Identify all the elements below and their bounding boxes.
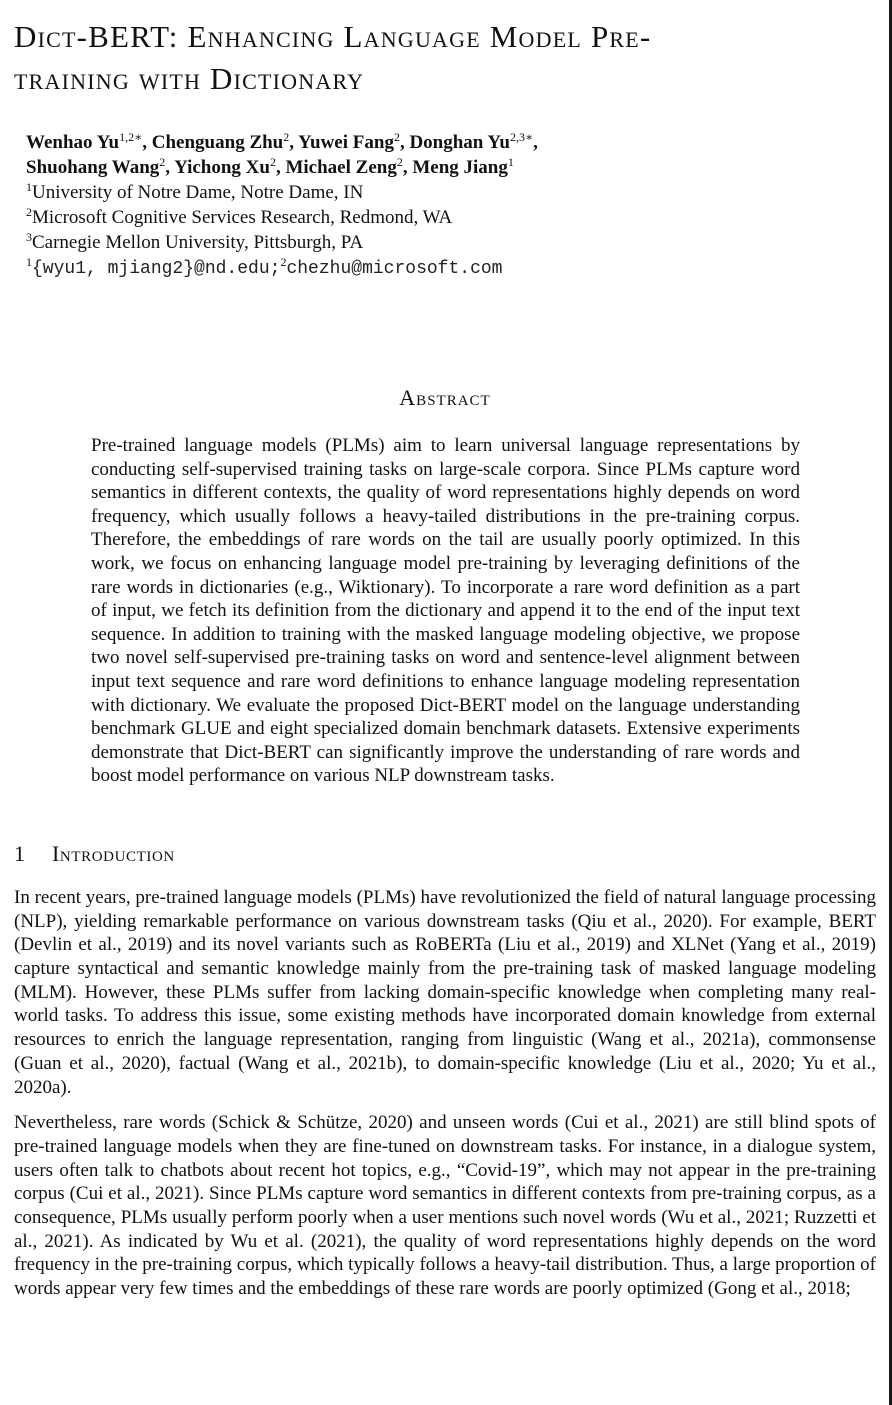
affiliation-text: Carnegie Mellon University, Pittsburgh, PA — [32, 232, 364, 253]
section-title: Introduction — [52, 840, 175, 866]
section-heading — [14, 840, 876, 868]
affiliation — [26, 230, 876, 255]
author-sup: 1,2∗ — [119, 130, 143, 144]
email-sup: 1 — [26, 255, 32, 269]
author-sup: 2 — [159, 155, 166, 169]
author-list-line-2: Shuohang Wang$^2$, Yichong Xu$^2$, Michael Zeng$^2$, Meng Jiang$^1$ — [26, 155, 514, 178]
author-sup: 2 — [269, 155, 276, 169]
affiliation — [26, 205, 876, 230]
email-address: chezhu@microsoft.com — [286, 259, 503, 279]
author-name: Meng Jiang — [412, 157, 508, 178]
author-sup: 2 — [393, 130, 400, 144]
affiliation — [26, 180, 876, 205]
author-name: Yichong Xu — [174, 157, 270, 178]
title-line-2: training with Dictionary — [14, 61, 365, 96]
author-sup: 1 — [507, 155, 514, 169]
author-block — [14, 130, 876, 282]
author-name: Wenhao Yu — [26, 132, 120, 153]
body-paragraph: In recent years, pre-trained language models (PLMs) have revolutionized the field of natural language processing (NLP), yielding remarkable performance on various downstream tasks (Qiu et al., 2020). For example, BERT (Devlin et al., 2019) and its novel variants such as RoBERTa (Liu et al., 2019) and XLNet (Yang et al., 2019) capture syntactical and semantic knowledge mainly from the pre-training task of masked language modeling (MLM). However, these PLMs suffer from lacking domain-specific knowledge when completing many real-world tasks. To address this issue, some existing methods have incorporated domain knowledge from external resources to enrich the language representation, ranging from linguistic (Wang et al., 2021a), commonsense (Guan et al., 2020), factual (Wang et al., 2021b), to domain-specific knowledge (Liu et al., 2020; Yu et al., 2020a). — [14, 886, 876, 1098]
author-name: Michael Zeng — [285, 157, 397, 178]
author-name: Shuohang Wang — [26, 157, 160, 178]
affiliation-sup: 3 — [26, 230, 32, 244]
paper-page — [14, 8, 876, 1301]
author-sup: 2,3∗ — [509, 130, 534, 144]
affiliation-sup: 1 — [26, 180, 32, 194]
email-address: {wyu1, mjiang2}@nd.edu; — [32, 259, 281, 279]
author-name: Donghan Yu — [409, 132, 510, 153]
body-paragraph: Nevertheless, rare words (Schick & Schütze, 2020) and unseen words (Cui et al., 2021) are still blind spots of pre-trained language models when they are fine-tuned on downstream tasks. For instance, in a dialogue system, users often talk to chatbots about recent hot topics, e.g., “Covid-19”, which may not appear in the pre-training corpus (Cui et al., 2021). Since PLMs capture word semantics in different contexts from pre-training corpus, as a consequence, PLMs usually perform poorly when a user mentions such novel words (Wu et al., 2021; Ruzzetti et al., 2021). As indicated by Wu et al. (2021), the quality of word representations highly depends on the word frequency in the pre-training corpus, which typically follows a heavy-tail distribution. Thus, a large proportion of words appear very few times and the embeddings of these rare words are poorly optimized (Gong et al., 2018; — [14, 1112, 876, 1300]
abstract-text: Pre-trained language models (PLMs) aim to learn universal language representations by conducting self-supervised training tasks on large-scale corpora. Since PLMs capture word semantics in different contexts, the quality of word representations highly depends on word frequency, which usually follows a heavy-tailed distributions in the pre-training corpus. Therefore, the embeddings of rare words on the tail are usually poorly optimized. In this work, we focus on enhancing language model pre-training by leveraging definitions of the rare words in dictionaries (e.g., Wiktionary). To incorporate a rare word definition as a part of input, we fetch its definition from the dictionary and append it to the end of the input text sequence. In addition to training with the masked language modeling objective, we propose two novel self-supervised pre-training tasks on word and sentence-level alignment between input text sequence and rare word definitions to enhance language modeling representation with dictionary. We evaluate the proposed Dict-BERT model on the language understanding benchmark GLUE and eight specialized domain benchmark datasets. Extensive experiments demonstrate that Dict-BERT can significantly improve the understanding of rare words and boost model performance on various NLP downstream tasks. — [91, 435, 800, 787]
affiliation-sup: 2 — [26, 205, 32, 219]
email-line — [26, 255, 876, 282]
affiliation-text: Microsoft Cognitive Services Research, Redmond, WA — [32, 207, 453, 228]
author-sup: 2 — [283, 130, 290, 144]
abstract-heading: Abstract — [399, 385, 491, 410]
author-sup: 2 — [396, 155, 403, 169]
section-number: 1 — [14, 840, 26, 866]
title-line-1: Dict-BERT: Enhancing Language Model Pre- — [14, 19, 652, 54]
author-list-line-1: Wenhao $Yu^{1,2∗}$, Chenguang Zhu$^2$, Yuwei Fang$^2$, Donghan $Yu^{2,3∗}$, — [26, 130, 538, 153]
author-name: Chenguang Zhu — [151, 132, 284, 153]
paper-title — [14, 16, 876, 100]
author-name: Yuwei Fang — [298, 132, 394, 153]
email-sup: 2 — [280, 255, 287, 269]
affiliation-text: University of Notre Dame, Notre Dame, IN — [32, 182, 364, 203]
